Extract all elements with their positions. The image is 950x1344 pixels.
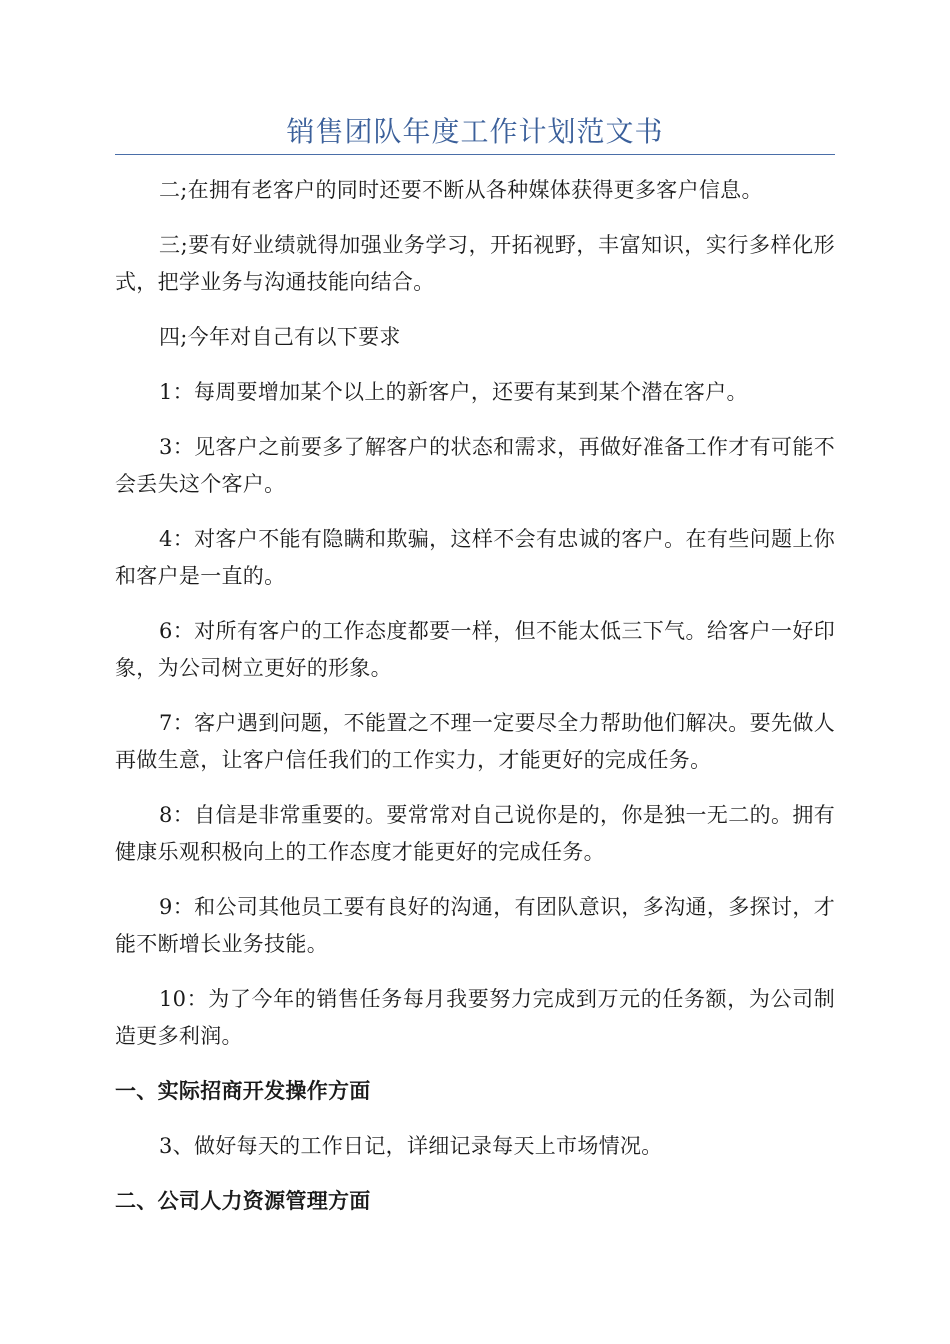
section-heading: 一、实际招商开发操作方面 xyxy=(115,1079,371,1103)
list-item: 8：自信是非常重要的。要常常对自己说你是的，你是独一无二的。拥有健康乐观积极向上的工作态度才能更好的完成任务。 xyxy=(115,803,835,864)
section-heading: 二、公司人力资源管理方面 xyxy=(115,1189,371,1213)
list-item: 10：为了今年的销售任务每月我要努力完成到万元的任务额，为公司制造更多利润。 xyxy=(115,987,835,1048)
list-item: 3：见客户之前要多了解客户的状态和需求，再做好准备工作才有可能不会丢失这个客户。 xyxy=(115,435,835,496)
list-item: 1：每周要增加某个以上的新客户，还要有某到某个潜在客户。 xyxy=(159,380,748,404)
paragraph: 二;在拥有老客户的同时还要不断从各种媒体获得更多客户信息。 xyxy=(159,178,763,202)
list-item: 4：对客户不能有隐瞒和欺骗，这样不会有忠诚的客户。在有些问题上你和客户是一直的。 xyxy=(115,527,835,588)
paragraph: 四;今年对自己有以下要求 xyxy=(159,325,401,349)
list-item: 6：对所有客户的工作态度都要一样，但不能太低三下气。给客户一好印象，为公司树立更好的形象。 xyxy=(115,619,835,680)
list-item: 7：客户遇到问题，不能置之不理一定要尽全力帮助他们解决。要先做人再做生意，让客户信任我们的工作实力，才能更好的完成任务。 xyxy=(115,711,835,772)
list-item: 9：和公司其他员工要有良好的沟通，有团队意识，多沟通，多探讨，才能不断增长业务技能。 xyxy=(115,895,835,956)
paragraph: 三;要有好业绩就得加强业务学习，开拓视野，丰富知识，实行多样化形式，把学业务与沟通技能向结合。 xyxy=(115,233,835,294)
document-body xyxy=(115,172,835,1238)
title-underline xyxy=(115,154,835,155)
document-title: 销售团队年度工作计划范文书 xyxy=(286,115,664,148)
paragraph: 3、做好每天的工作日记，详细记录每天上市场情况。 xyxy=(159,1134,663,1158)
